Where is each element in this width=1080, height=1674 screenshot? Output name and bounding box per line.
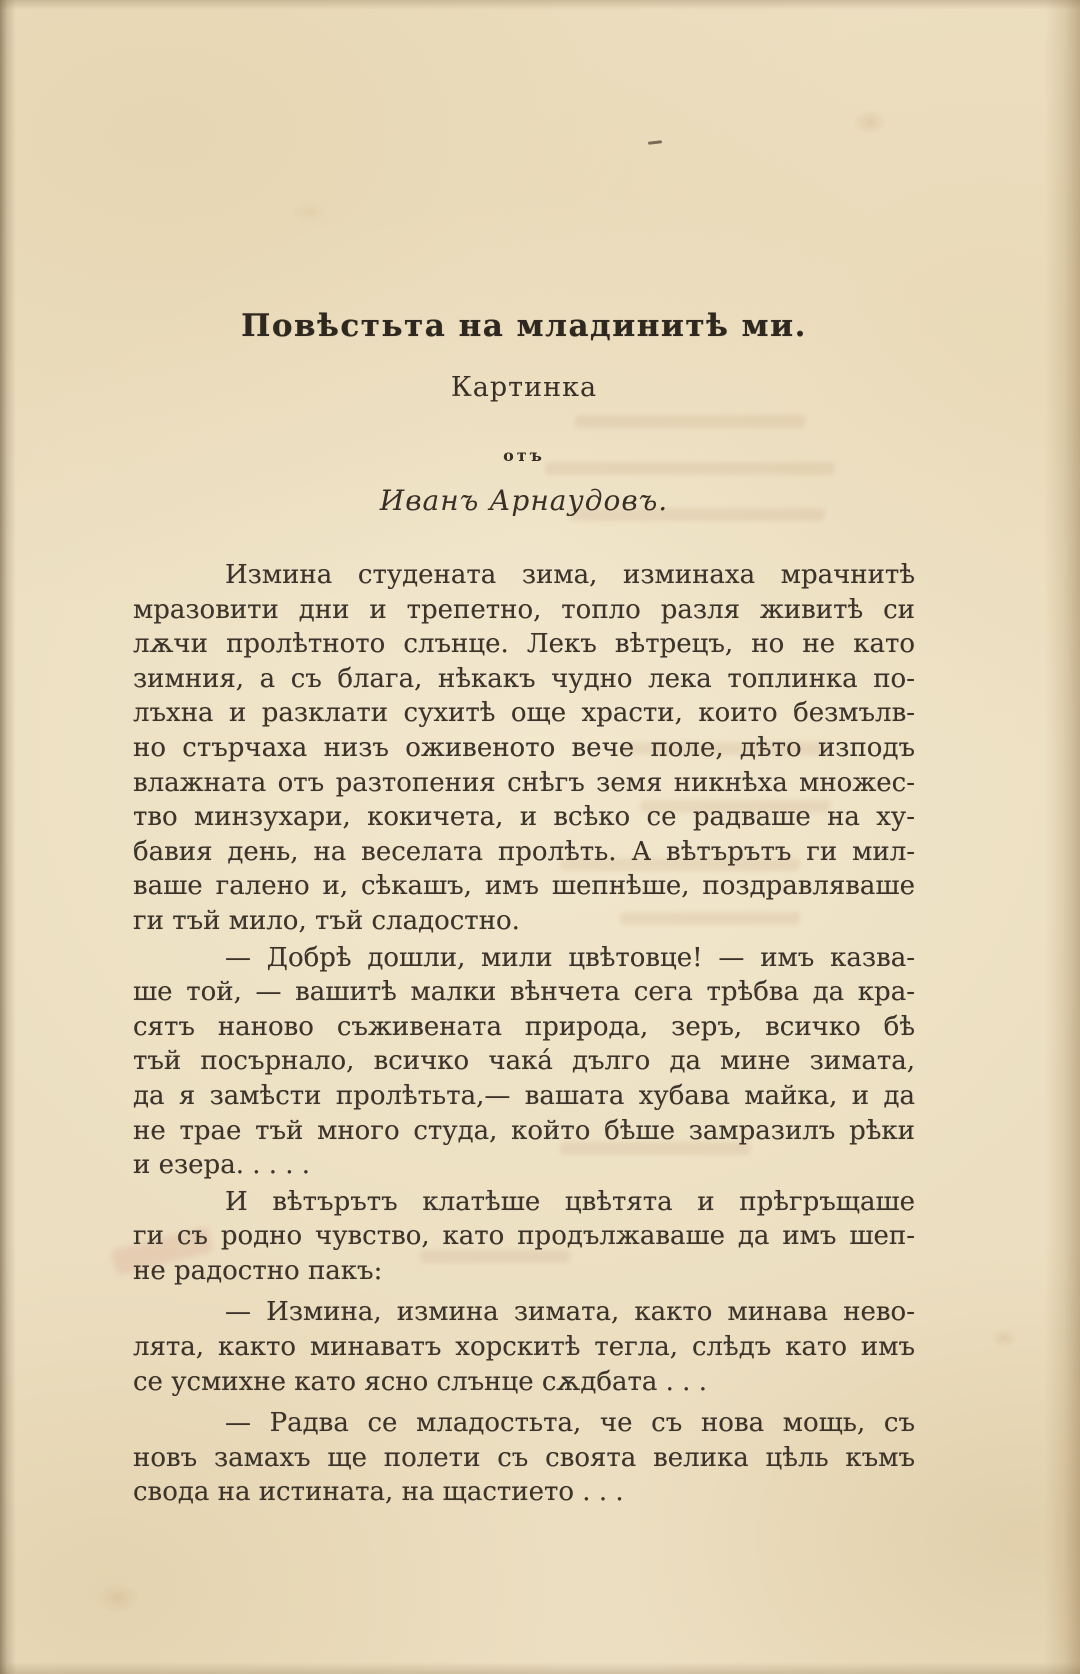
text-line: бавия день, на веселата пролѣть. А вѣтърътъ ги мил-	[133, 836, 915, 867]
text-line: зимния, а съ блага, нѣкакъ чудно лека топлинка по-	[133, 663, 915, 694]
text-line: — Радва се младостьта, че съ нова мощь, съ	[225, 1408, 915, 1439]
text-line: мразовити дни и трепетно, топло разля живитѣ си	[133, 594, 915, 625]
text-line: сятъ наново съживената природа, зеръ, всичко бѣ	[133, 1011, 915, 1042]
byline-label: отъ	[503, 446, 545, 465]
text-line: лята, както минаватъ хорскитѣ тегла, слѣдъ като имъ	[133, 1332, 915, 1363]
text-line: лѫчи пролѣтното слънце. Лекъ вѣтрецъ, но не като	[133, 629, 915, 660]
page-edge-shadow-right	[1044, 0, 1080, 1674]
text-line: новъ замахъ ще полети съ своята велика цѣль къмъ	[133, 1442, 915, 1473]
author-name: Иванъ Арнаудовъ.	[379, 484, 669, 517]
text-line: ги съ родно чувство, като продължаваше да имъ шеп-	[133, 1221, 915, 1252]
text-line: се усмихне като ясно слънце сѫдбата . . .	[133, 1366, 707, 1397]
text-line: лъхна и разклати сухитѣ още храсти, които безмълв-	[133, 698, 915, 729]
page-edge-shadow-top	[0, 0, 1080, 10]
page-edge-shadow-left	[0, 0, 16, 1674]
paragraph	[133, 1185, 915, 1289]
paragraph	[133, 941, 915, 1183]
body-text	[133, 558, 915, 1510]
text-line: свода на истината, на щастието . . .	[133, 1477, 624, 1508]
text-line: ше той, — вашитѣ малки вѣнчета сега трѣбва да кра-	[133, 977, 915, 1008]
paragraph	[133, 1406, 915, 1510]
page-edge-shadow-bottom	[0, 1662, 1080, 1674]
text-line: и езера. . . . .	[133, 1150, 311, 1181]
ink-speck	[648, 140, 662, 145]
text-line: ги тъй мило, тъй сладостно.	[133, 905, 520, 936]
subtitle: Картинка	[450, 372, 598, 403]
text-line: да я замѣсти пролѣтьта,— вашата хубава майка, и да	[133, 1080, 915, 1111]
text-line: тъй посърнало, всичко чакá дълго да мине зимата,	[133, 1046, 915, 1077]
page-title: Повѣстьта на младинитѣ ми.	[241, 308, 807, 344]
text-line: ваше галено и, сѣкашъ, имъ шепнѣше, поздравляваше	[133, 871, 915, 902]
text-line: тво минзухари, кокичета, и всѣко се радваше на ху-	[133, 802, 915, 833]
text-line: влажната отъ разтопения снѣгъ земя никнѣха множес-	[133, 767, 915, 798]
show-through-mark	[575, 415, 806, 428]
text-line: И вѣтърътъ клатѣше цвѣтята и прѣгръщаше	[225, 1186, 915, 1217]
text-line: не радостно пакъ:	[133, 1255, 383, 1286]
text-line: Измина студената зима, изминаха мрачнитѣ	[225, 560, 915, 590]
text-line: — Добрѣ дошли, мили цвѣтовце! — имъ казва-	[225, 942, 915, 973]
paragraph	[133, 558, 915, 939]
text-line: не трае тъй много студа, който бѣше замразилъ рѣки	[133, 1115, 915, 1146]
text-line: но стърчаха низъ оживеното вече поле, дѣто изподъ	[133, 732, 915, 763]
paragraph	[133, 1295, 915, 1399]
text-line: — Измина, измина зимата, както минава нево-	[225, 1297, 915, 1328]
